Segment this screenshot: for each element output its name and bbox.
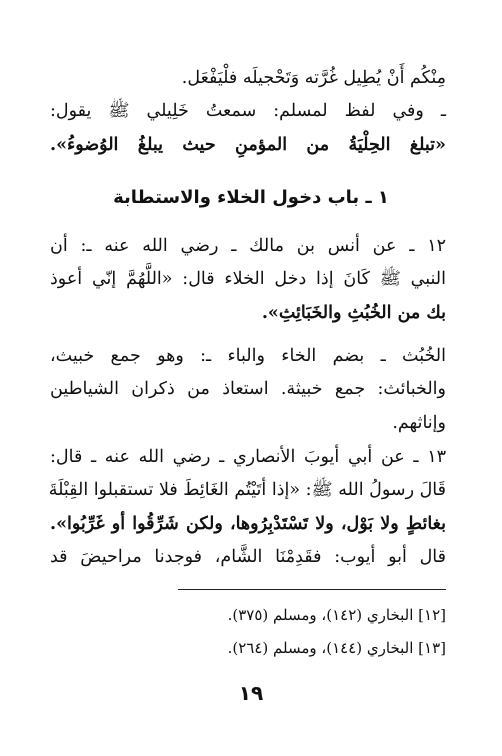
hadith-12-line: النبي ﷺ كَانَ إذا دخل الخلاء قال: «اللَّهُمَّ إنّي أعوذ [50, 269, 446, 289]
hadith-13-line: قَالَ رسولُ الله ﷺ: «إذا أتَيْتُم الغَائِطَ فلا تستقبلوا القِبْلَةَ [48, 480, 446, 500]
footnote-12: [١٢] البخاري (١٤٢)، ومسلم (٣٧٥). [227, 606, 446, 624]
hadith-13-line: قال أبو أيوب: فقَدِمْنَا الشَّام، فوجدنا مراحيضَ قد [50, 547, 446, 567]
hadith-13-line: بغائطٍ ولا بَوْل، ولا تَسْتَدْبِرُوها، ولكن شَرِّقُوا أو غَرِّبُوا». [50, 514, 446, 534]
footnote-divider [178, 589, 446, 590]
hadith-12-line: بك من الخُبُثِ والخَبَائِثِ». [261, 303, 446, 323]
body-line: ـ وفي لفظ لمسلم: سمعتُ خَلِيلي ﷺ يقول: [50, 101, 446, 121]
footnote-13: [١٣] البخاري (١٤٤)، ومسلم (٢٦٤). [227, 639, 446, 657]
body-line: مِنْكُم أَنْ يُطِيل غُرَّته وَتَحْجيلَه فلْيَفْعَل. [181, 68, 446, 88]
explanation-line: الخُبُث ـ بضم الخاء والباء ـ: وهو جمع خبيث، [50, 346, 446, 366]
explanation-line: وإناثهم. [392, 413, 446, 433]
hadith-12-line: ١٢ ـ عن أنس بن مالك ـ رضي الله عنه ـ: أن [50, 236, 446, 256]
hadith-13-line: ١٣ ـ عن أبي أيوبَ الأنصاري ـ رضي الله عنه ـ قال: [50, 447, 446, 467]
page-number: ١٩ [238, 681, 264, 705]
explanation-line: والخبائث: جمع خبيثة. استعاذ من ذكران الشياطين [50, 379, 446, 399]
section-heading: ١ ـ باب دخول الخلاء والاستطابة [113, 187, 389, 208]
body-line: «تبلغ الحِلْيَةُ من المؤمنِ حيث يبلغُ الوُضوءُ». [50, 135, 446, 155]
